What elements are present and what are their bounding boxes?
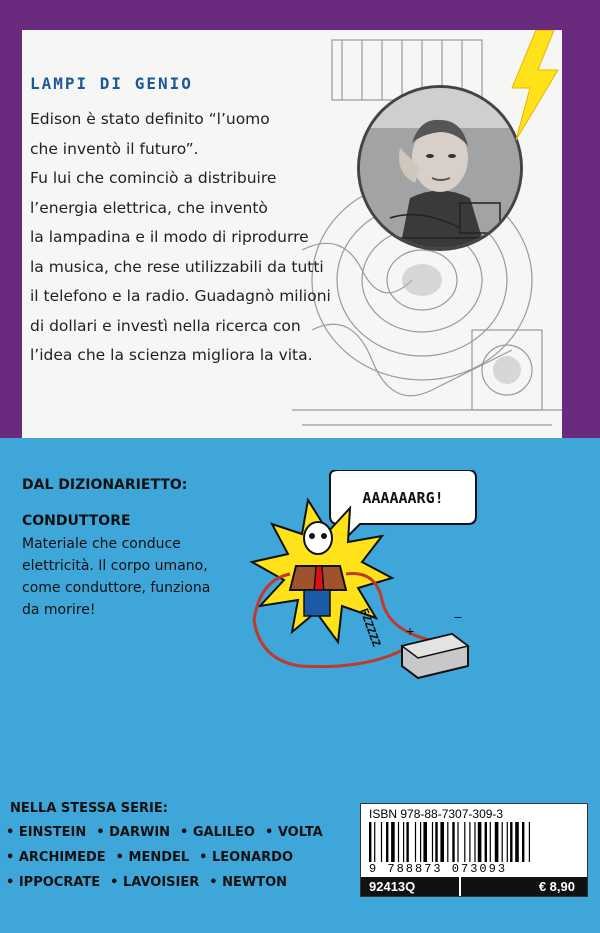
series-row-2 [6, 850, 293, 865]
series-item: • EINSTEIN [6, 825, 86, 840]
lampi-title: LAMPI DI GENIO [30, 74, 193, 93]
code-price-bar [361, 877, 587, 896]
price: € 8,90 [538, 879, 575, 894]
trousers [304, 590, 330, 616]
series-heading: NELLA STESSA SERIE: [10, 801, 168, 816]
battery [402, 634, 468, 678]
skull [304, 522, 332, 554]
isbn-text: ISBN 978-88-7307-309-3 [369, 807, 504, 821]
lampi-text: Edison è stato definito “l’uomo che inventò il futuro”. Fu lui che cominciò a distribuire l’energia elettrica, che inventò la lampadina e il modo di riprodurre la musica, che rese utilizzabili da tutti il telefono e la radio. Guadagnò milioni di dollari e investì nella ricerca con l’idea che la scienza migliora la vita. [30, 110, 331, 364]
series-item: • MENDEL [116, 850, 190, 865]
barcode-box [360, 803, 588, 897]
plus-sign: + [406, 623, 415, 639]
series-item: • ARCHIMEDE [6, 850, 106, 865]
buzz-text: FZZZZZ [357, 606, 383, 649]
series-item: • IPPOCRATE [6, 875, 100, 890]
lightning-bolt-icon [504, 30, 562, 140]
edison-portrait [357, 85, 523, 251]
dictionary-term: CONDUTTORE [22, 513, 131, 529]
series-item: • LAVOISIER [110, 875, 199, 890]
speech-bubble-text: AAAAAARG! [362, 489, 444, 507]
series-item: • GALILEO [180, 825, 255, 840]
dictionary-definition: Materiale che conduce elettricità. Il corpo umano, come conduttore, funziona da morire! [22, 536, 211, 618]
dictionary-heading: DAL DIZIONARIETTO: [22, 477, 188, 493]
separator [459, 877, 461, 896]
series-item: • VOLTA [265, 825, 323, 840]
product-code: 92413Q [369, 879, 416, 894]
minus-sign: − [454, 609, 463, 625]
barcode-digits: 9 788873 073093 [369, 862, 508, 876]
series-row-1 [6, 825, 323, 840]
series-row-3 [6, 875, 287, 890]
electrocuted-skeleton-illustration [230, 470, 480, 700]
series-item: • DARWIN [96, 825, 170, 840]
series-item: • NEWTON [209, 875, 287, 890]
barcode-image [369, 822, 579, 862]
series-item: • LEONARDO [199, 850, 293, 865]
